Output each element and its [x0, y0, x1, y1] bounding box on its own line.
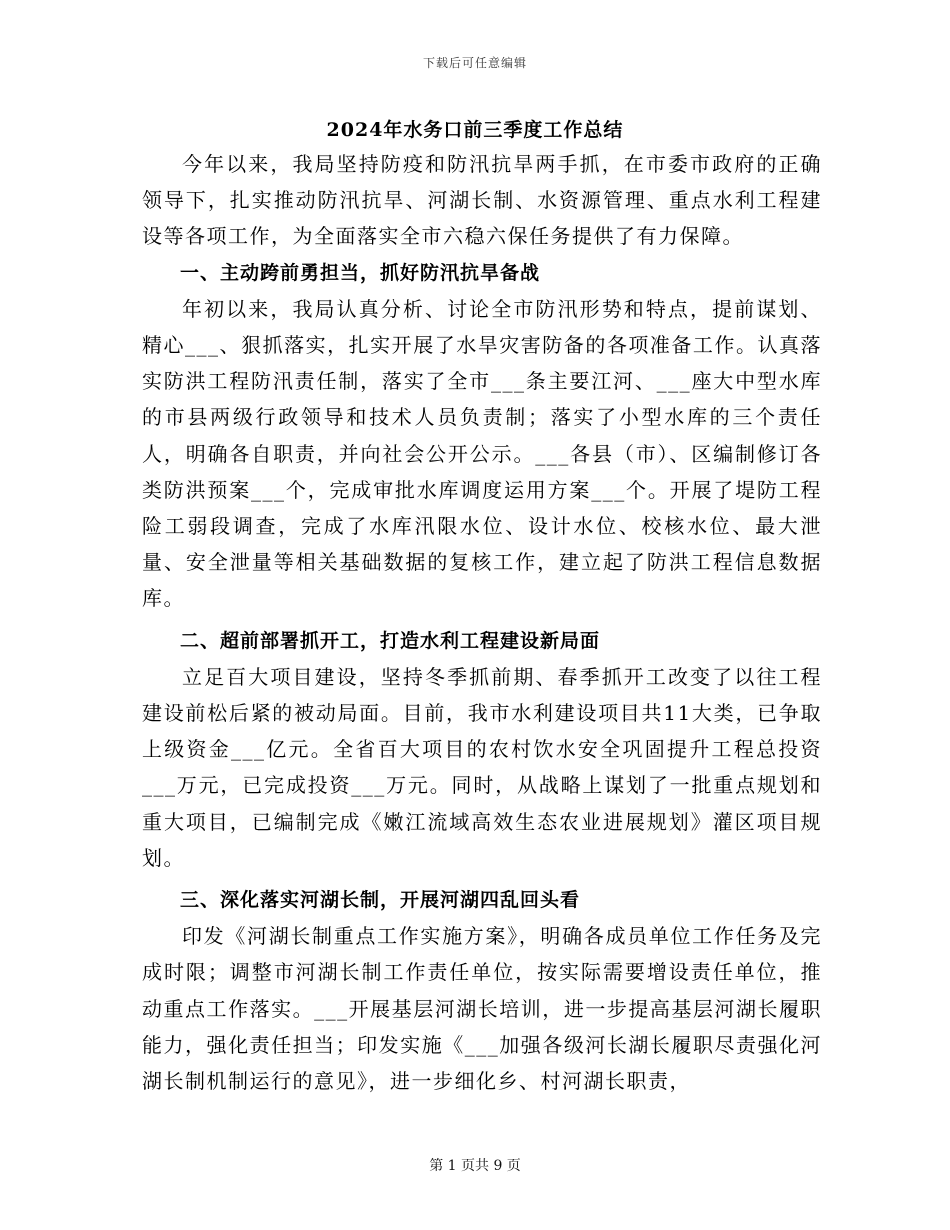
- section-heading-1: 一、主动跨前勇担当，抓好防汛抗旱备战: [180, 261, 541, 284]
- section-body-1: 年初以来，我局认真分析、讨论全市防汛形势和特点，提前谋划、精心___、狠抓落实，扎实开展了水旱灾害防备的各项准备工作。认真落实防洪工程防汛责任制，落实了全市___条主要江河、___座大中型水库的市县两级行政领导和技术人员负责制；落实了小型水库的三个责任人，明确各自职责，并向社会公开公示。___各县（市）、区编制修订各类防洪预案___个，完成审批水库调度运用方案___个。开展了堤防工程险工弱段调查，完成了水库汛限水位、设计水位、校核水位、最大泄量、安全泄量等相关基础数据的复核工作，建立起了防洪工程信息数据库。: [142, 296, 822, 611]
- document-body: [142, 146, 822, 1099]
- section-body-3: 印发《河湖长制重点工作实施方案》，明确各成员单位工作任务及完成时限；调整市河湖长制工作责任单位，按实际需要增设责任单位，推动重点工作落实。___开展基层河湖长培训，进一步提高基层河湖长履职能力，强化责任担当；印发实施《___加强各级河长湖长履职尽责强化河湖长制机制运行的意见》，进一步细化乡、村河湖长职责，: [142, 924, 822, 1094]
- intro-paragraph: 今年以来，我局坚持防疫和防汛抗旱两手抓，在市委市政府的正确领导下，扎实推动防汛抗旱、河湖长制、水资源管理、重点水利工程建设等各项工作，为全面落实全市六稳六保任务提供了有力保障。: [142, 152, 822, 249]
- document-title: 2024年水务口前三季度工作总结: [326, 119, 624, 141]
- header-note: 下载后可任意编辑: [422, 56, 527, 70]
- page-number: 第 1 页共 9 页: [429, 1158, 521, 1174]
- section-body-2: 立足百大项目建设，坚持冬季抓前期、春季抓开工改变了以往工程建设前松后紧的被动局面。目前，我市水利建设项目共11大类，已争取上级资金___亿元。全省百大项目的农村饮水安全巩固提升工程总投资___万元，已完成投资___万元。同时，从战略上谋划了一批重点规划和重大项目，已编制完成《嫩江流域高效生态农业进展规划》灌区项目规划。: [142, 664, 822, 870]
- section-heading-2: 二、超前部署抓开工，打造水利工程建设新局面: [180, 629, 601, 652]
- section-heading-3: 三、深化落实河湖长制，开展河湖四乱回头看: [180, 889, 581, 912]
